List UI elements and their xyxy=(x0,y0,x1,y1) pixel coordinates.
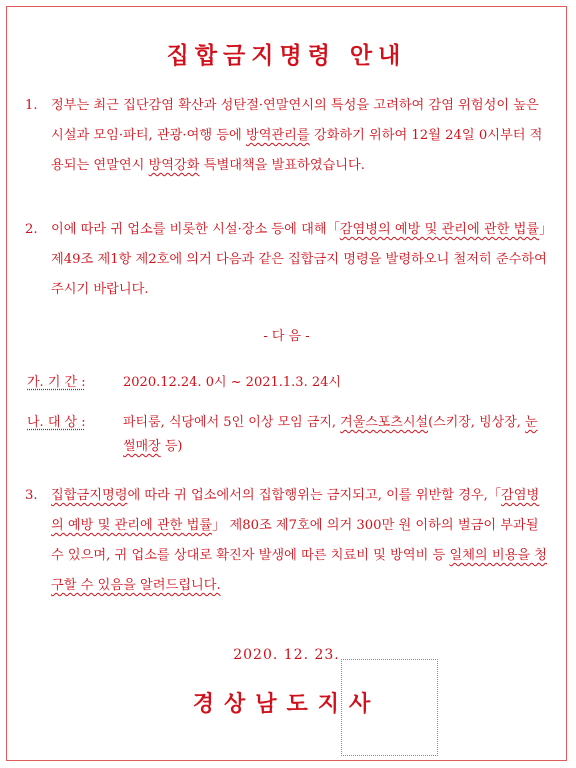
paragraph-2-text-c: 」제49조 제1항 제2호에 의거 다음과 같은 집합금지 명령을 발령하오니 철저히 준수하여 주시기 바랍니다. xyxy=(51,222,547,297)
item-target xyxy=(27,411,548,454)
paragraph-1-underlined-a: 방역관리를 xyxy=(245,128,310,143)
paragraph-1-number: 1. xyxy=(25,98,38,113)
issue-date: 2020. 12. 23. xyxy=(233,647,340,663)
item-target-content xyxy=(123,411,548,459)
paragraph-3-text-e: 일체의 비용을 청구할 수 있음을 알려드립니다. xyxy=(51,548,548,593)
item-target-label: 나. 대 상 : xyxy=(27,415,86,430)
item-target-text-c: (스키장, 빙상장, xyxy=(428,415,526,430)
paragraph-3-text xyxy=(51,481,548,601)
notice-document xyxy=(6,6,567,761)
paragraph-1-text-e: 특별대책을 발표하였습니다. xyxy=(199,158,365,173)
paragraph-3-number: 3. xyxy=(25,488,38,503)
item-period xyxy=(27,371,548,395)
item-period-label: 가. 기 간 : xyxy=(27,375,86,390)
paragraph-1 xyxy=(25,91,548,181)
paragraph-2-law-name: 감염병의 예방 및 관리에 관한 법률 xyxy=(339,222,540,237)
item-target-text-d: 눈썰매장 xyxy=(123,415,538,454)
paragraph-3 xyxy=(25,481,548,601)
signature-governor: 경상남도지사 xyxy=(192,692,381,717)
paragraph-3-order-name: 집합금지명령 xyxy=(51,488,128,503)
notice-heading-dagum: - 다 음 - xyxy=(263,329,310,344)
paragraph-3-text-d: 」 제80조 제7호에 의거 300만 원 이하의 벌금이 부과될 수 있으며, 귀 업소를 상대로 확진자 발생에 따른 치료비 및 방역비 등 xyxy=(51,518,539,563)
item-target-text-e: 등) xyxy=(160,439,183,454)
paragraph-3-text-b: 에 따라 귀 업소에서의 집합행위는 금지되고, 이를 위반할 경우,「 xyxy=(127,488,502,503)
item-period-content: 2020.12.24. 0시 ~ 2021.1.3. 24시 xyxy=(123,375,341,390)
paragraph-2-text-a: 이에 따라 귀 업소를 비롯한 시설·장소 등에 대해「 xyxy=(51,222,340,237)
seal-placeholder-box xyxy=(341,659,438,756)
document-title: 집합금지명령 안내 xyxy=(166,43,407,69)
paragraph-1-text-c: 강화하기 위하여 12월 24일 0시부터 적용되는 연말연시 xyxy=(51,128,543,173)
paragraph-2-number: 2. xyxy=(25,222,38,237)
item-target-text-b: 겨울스포츠시설 xyxy=(340,415,429,430)
paragraph-2 xyxy=(25,215,548,305)
paragraph-2-text xyxy=(51,215,548,305)
paragraph-1-underlined-b: 방역강화 xyxy=(148,158,200,173)
paragraph-1-text-a: 정부는 최근 집단감염 확산과 성탄절·연말연시의 특성을 고려하여 감염 위험성이 높은 시설과 모임·파티, 관광·여행 등에 xyxy=(51,98,539,143)
paragraph-1-text xyxy=(51,91,548,181)
item-target-text-a: 파티룸, 식당에서 5인 이상 모임 금지, xyxy=(123,415,341,430)
paragraph-3-law-name: 감염병의 예방 및 관리에 관한 법률 xyxy=(51,488,540,533)
